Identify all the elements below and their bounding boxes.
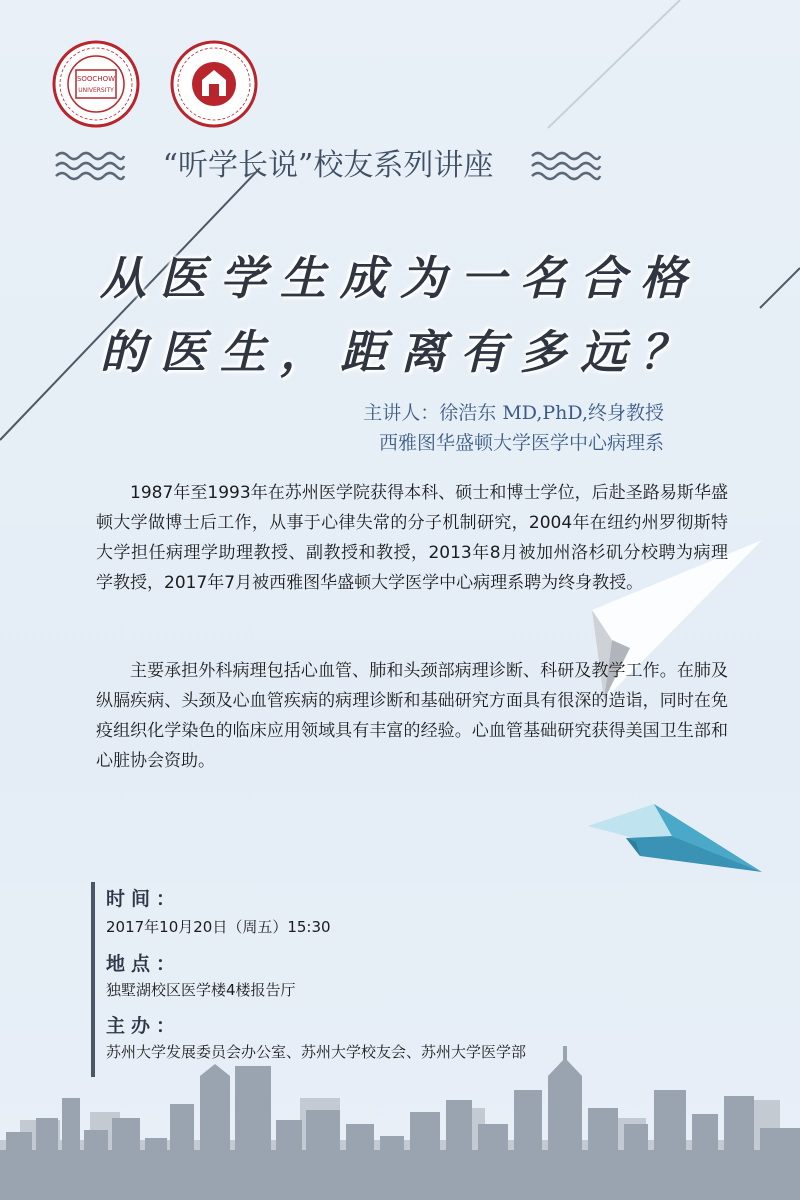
series-title: “听学长说”校友系列讲座 [162,148,494,183]
speaker-name: 主讲人：徐浩东 MD,PhD,终身教授 [363,402,664,424]
place-value: 独墅湖校区医学楼4楼报告厅 [106,981,296,999]
svg-text:SOOCHOW: SOOCHOW [76,75,116,83]
host-value: 苏州大学发展委员会办公室、苏州大学校友会、苏州大学医学部 [106,1043,527,1061]
time-label: 时间： [106,888,182,910]
place-label: 地点： [106,953,182,975]
host-label: 主办： [106,1015,182,1037]
speaker-affiliation: 西雅图华盛顿大学医学中心病理系 [378,432,664,454]
lecture-title-line-1: 从医学生成为一名合格 [100,251,700,305]
bio-paragraph: 主要承担外科病理包括心血管、肺和头颈部病理诊断、科研及教学工作。在肺及纵膈疾病、头颈及心血管疾病的病理诊断和基础研究方面具有很深的造诣，同时在免疫组织化学染色的临床应用领域具有丰富的经验。心血管基础研究获得美国卫生部和心脏协会资助。 [96,661,728,771]
time-value: 2017年10月20日（周五）15:30 [106,918,331,936]
lecture-title-line-2: 的医生，距离有多远？ [100,325,700,379]
bio-paragraph: 1987年至1993年在苏州医学院获得本科、硕士和博士学位，后赴圣路易斯华盛顿大学做博士后工作，从事于心律失常的分子机制研究，2004年在纽约州罗彻斯特大学担任病理学助理教授、副教授和教授，2013年8月被加州洛杉矶分校聘为病理学教授，2017年7月被西雅图华盛顿大学医学中心病理系聘为终身教授。 [96,483,728,593]
svg-text:UNIVERSITY: UNIVERSITY [78,87,114,94]
